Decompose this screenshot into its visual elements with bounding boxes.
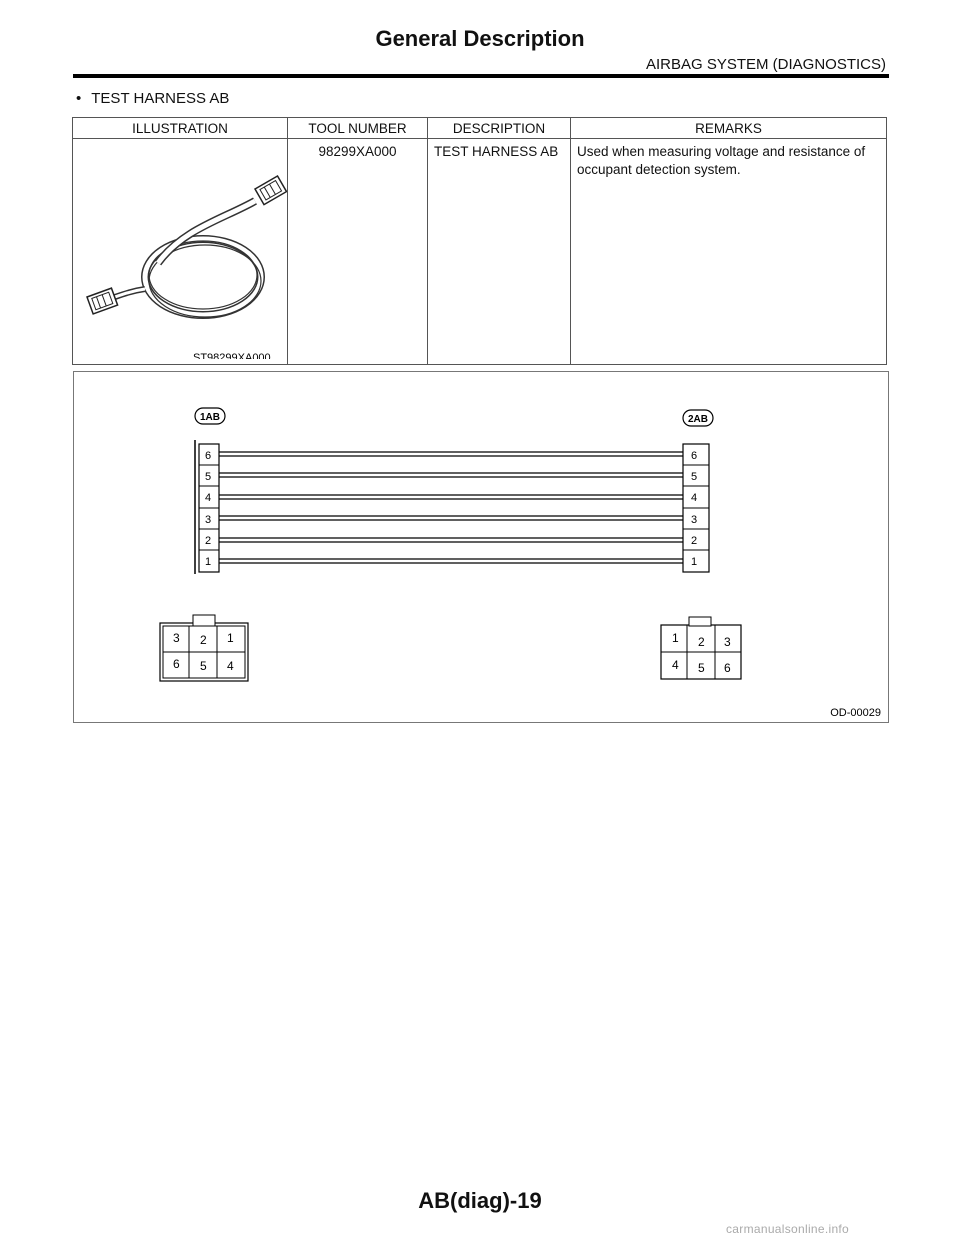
bullet-symbol: • [76, 90, 82, 107]
right-terminal-block [683, 444, 709, 572]
watermark: carmanualsonline.info [726, 1222, 850, 1236]
left-terminal-block [195, 440, 219, 574]
right-face-pin: 3 [724, 635, 731, 649]
column-header-remarks: REMARKS [571, 118, 887, 139]
remarks-cell: Used when measuring voltage and resistance of occupant detection system. [571, 139, 887, 365]
right-pin-label: 5 [691, 471, 698, 483]
right-pin-label: 1 [691, 556, 698, 568]
right-connector-face [661, 617, 741, 679]
illustration-label: ST98299XA000 [193, 352, 271, 359]
description-cell: TEST HARNESS AB [428, 139, 571, 365]
figure-id: OD-00029 [830, 707, 881, 719]
right-pin-label: 2 [691, 535, 698, 547]
left-pin-label: 1 [205, 556, 212, 568]
svg-text:1AB: 1AB [199, 412, 221, 423]
header-rule [73, 74, 889, 78]
section-header: AIRBAG SYSTEM (DIAGNOSTICS) [645, 56, 886, 73]
right-connector-tag [683, 410, 713, 426]
harness-wires [219, 452, 683, 563]
page-number: AB(diag)-19 [418, 1188, 542, 1213]
wiring-diagram-figure [73, 371, 889, 723]
tool-table [72, 117, 887, 365]
right-face-pin: 4 [672, 658, 679, 672]
left-pin-label: 2 [205, 535, 212, 547]
column-header-illustration: ILLUSTRATION [73, 118, 288, 139]
right-face-pin: 6 [724, 661, 731, 675]
illustration-cell [73, 139, 288, 365]
left-pin-label: 3 [205, 514, 212, 526]
column-header-description: DESCRIPTION [428, 118, 571, 139]
left-pin-label: 5 [205, 471, 212, 483]
bullet-text: TEST HARNESS AB [91, 90, 230, 107]
column-header-tool-number: TOOL NUMBER [288, 118, 428, 139]
right-pin-label: 4 [691, 492, 698, 504]
svg-text:2AB: 2AB [687, 414, 709, 425]
table-row [73, 139, 887, 365]
bullet-item [76, 90, 229, 107]
tool-number-cell: 98299XA000 [288, 139, 428, 365]
left-face-pin: 4 [227, 659, 234, 673]
right-face-pin: 1 [672, 631, 679, 645]
right-pin-label: 3 [691, 514, 698, 526]
left-face-pin: 3 [173, 631, 180, 645]
left-connector-tag [195, 408, 225, 424]
right-pin-label: 6 [691, 450, 698, 462]
harness-illustration [73, 139, 287, 359]
table-header-row [73, 118, 887, 139]
left-face-pin: 6 [173, 657, 180, 671]
left-connector-face [160, 615, 248, 681]
left-face-pin: 1 [227, 631, 234, 645]
right-face-pin: 5 [698, 661, 705, 675]
left-pin-label: 6 [205, 450, 212, 462]
left-pin-label: 4 [205, 492, 212, 504]
page-title: General Description [375, 26, 585, 51]
left-face-pin: 2 [200, 633, 207, 647]
right-face-pin: 2 [698, 635, 705, 649]
wiring-diagram [74, 372, 888, 722]
left-face-pin: 5 [200, 659, 207, 673]
